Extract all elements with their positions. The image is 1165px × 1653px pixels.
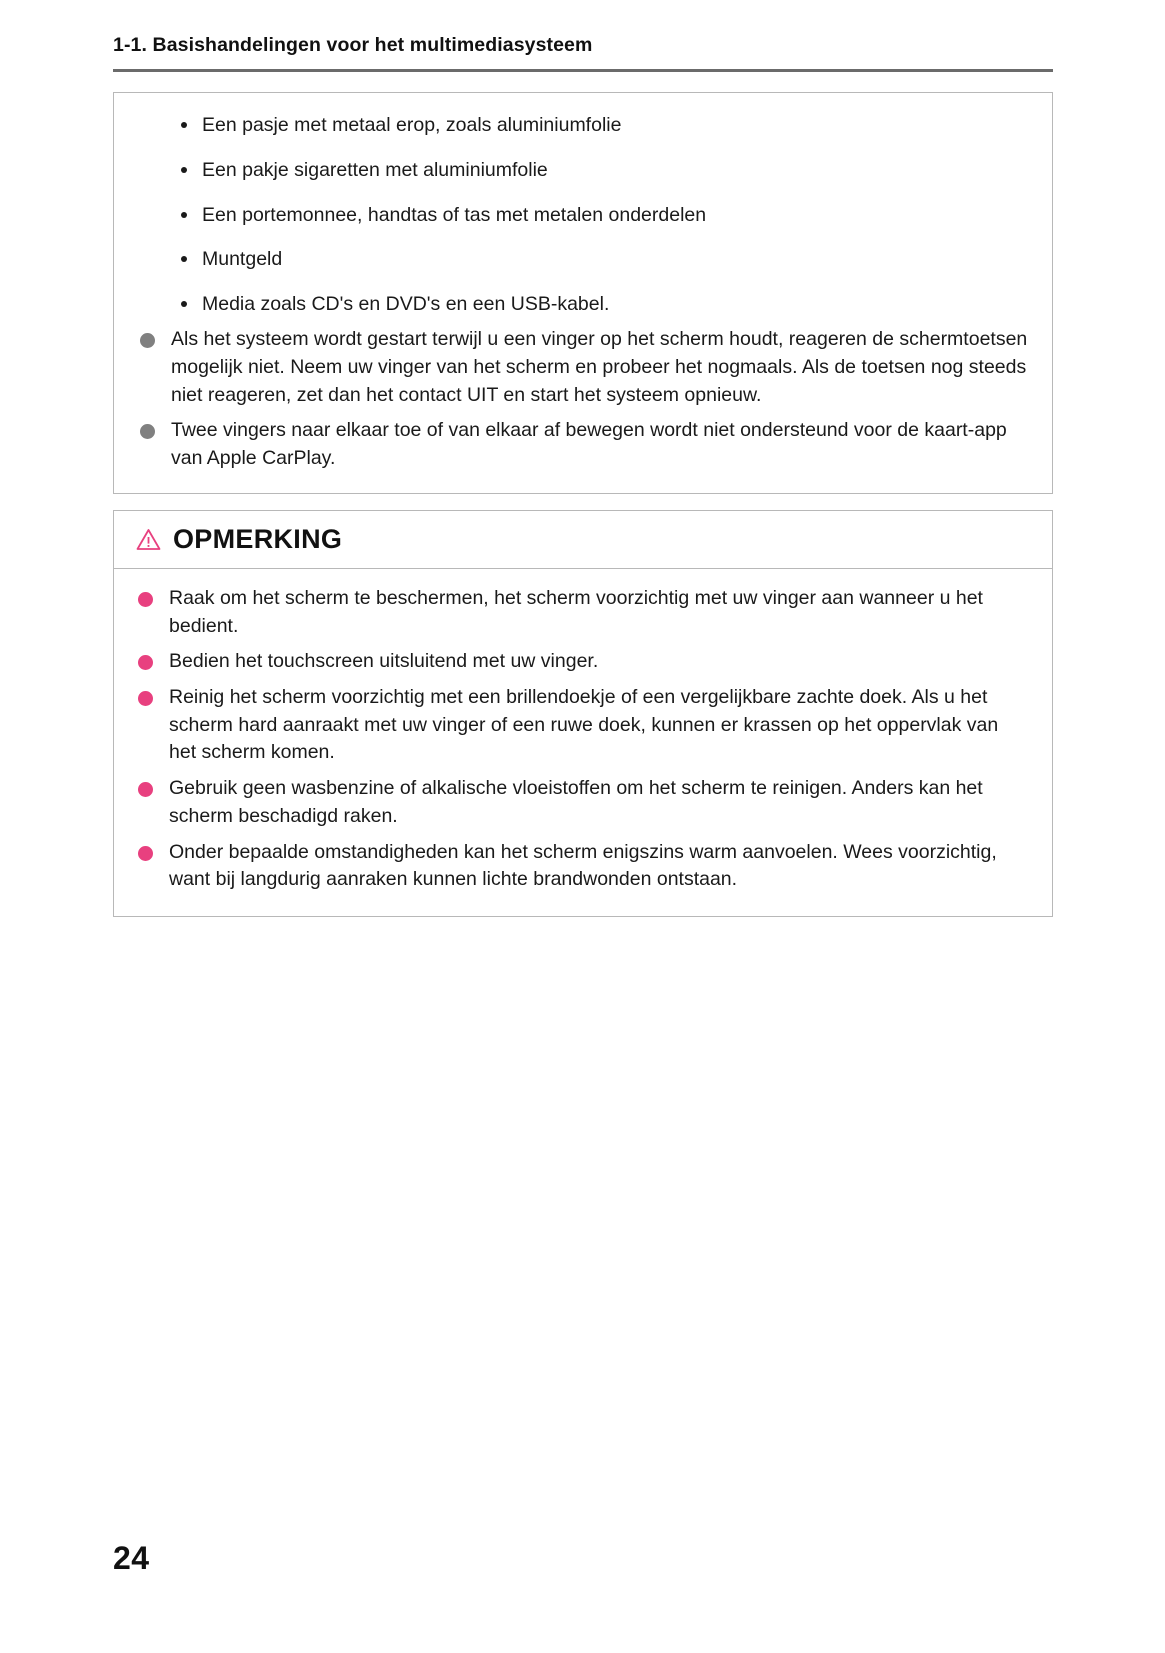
page-number: 24	[113, 1540, 150, 1576]
list-item: Een pasje met metaal erop, zoals aluminiumfolie	[176, 111, 1028, 139]
page-title: 1-1. Basishandelingen voor het multimediasysteem	[113, 34, 593, 56]
caution-panel	[113, 510, 1053, 917]
caution-panel-content	[114, 569, 1052, 916]
list-item: Als het systeem wordt gestart terwijl u een vinger op het scherm houdt, reageren de schermtoetsen mogelijk niet. Neem uw vinger van het scherm en probeer het nogmaals. Als de toetsen nog steeds niet reageren, zet dan het contact UIT en start het systeem opnieuw.	[138, 326, 1028, 409]
list-item: Media zoals CD's en DVD's en een USB-kabel.	[176, 290, 1028, 318]
page-header	[113, 34, 1053, 72]
list-item: Bedien het touchscreen uitsluitend met uw vinger.	[136, 648, 1030, 676]
notes-sub-bullet-list	[138, 111, 1028, 318]
list-item: Gebruik geen wasbenzine of alkalische vloeistoffen om het scherm te reinigen. Anders kan het scherm beschadigd raken.	[136, 775, 1030, 830]
header-divider	[113, 69, 1053, 72]
notes-panel-content	[114, 93, 1052, 493]
list-item: Muntgeld	[176, 245, 1028, 273]
caution-panel-header	[114, 511, 1052, 569]
list-item: Een portemonnee, handtas of tas met metalen onderdelen	[176, 201, 1028, 229]
list-item: Twee vingers naar elkaar toe of van elkaar af bewegen wordt niet ondersteund voor de kaart-app van Apple CarPlay.	[138, 417, 1028, 472]
notes-disc-bullet-list	[138, 326, 1028, 472]
list-item: Raak om het scherm te beschermen, het scherm voorzichtig met uw vinger aan wanneer u het bedient.	[136, 585, 1030, 640]
warning-triangle-icon	[136, 528, 161, 551]
notes-panel	[113, 92, 1053, 494]
caution-title: OPMERKING	[173, 524, 343, 554]
list-item: Een pakje sigaretten met aluminiumfolie	[176, 156, 1028, 184]
list-item: Reinig het scherm voorzichtig met een brillendoekje of een vergelijkbare zachte doek. Als u het scherm hard aanraakt met uw vinger of een ruwe doek, kunnen er krassen op het oppervlak van het scherm komen.	[136, 684, 1030, 767]
caution-bullet-list	[136, 585, 1030, 894]
list-item: Onder bepaalde omstandigheden kan het scherm enigszins warm aanvoelen. Wees voorzichtig, want bij langdurig aanraken kunnen lichte brandwonden ontstaan.	[136, 839, 1030, 894]
